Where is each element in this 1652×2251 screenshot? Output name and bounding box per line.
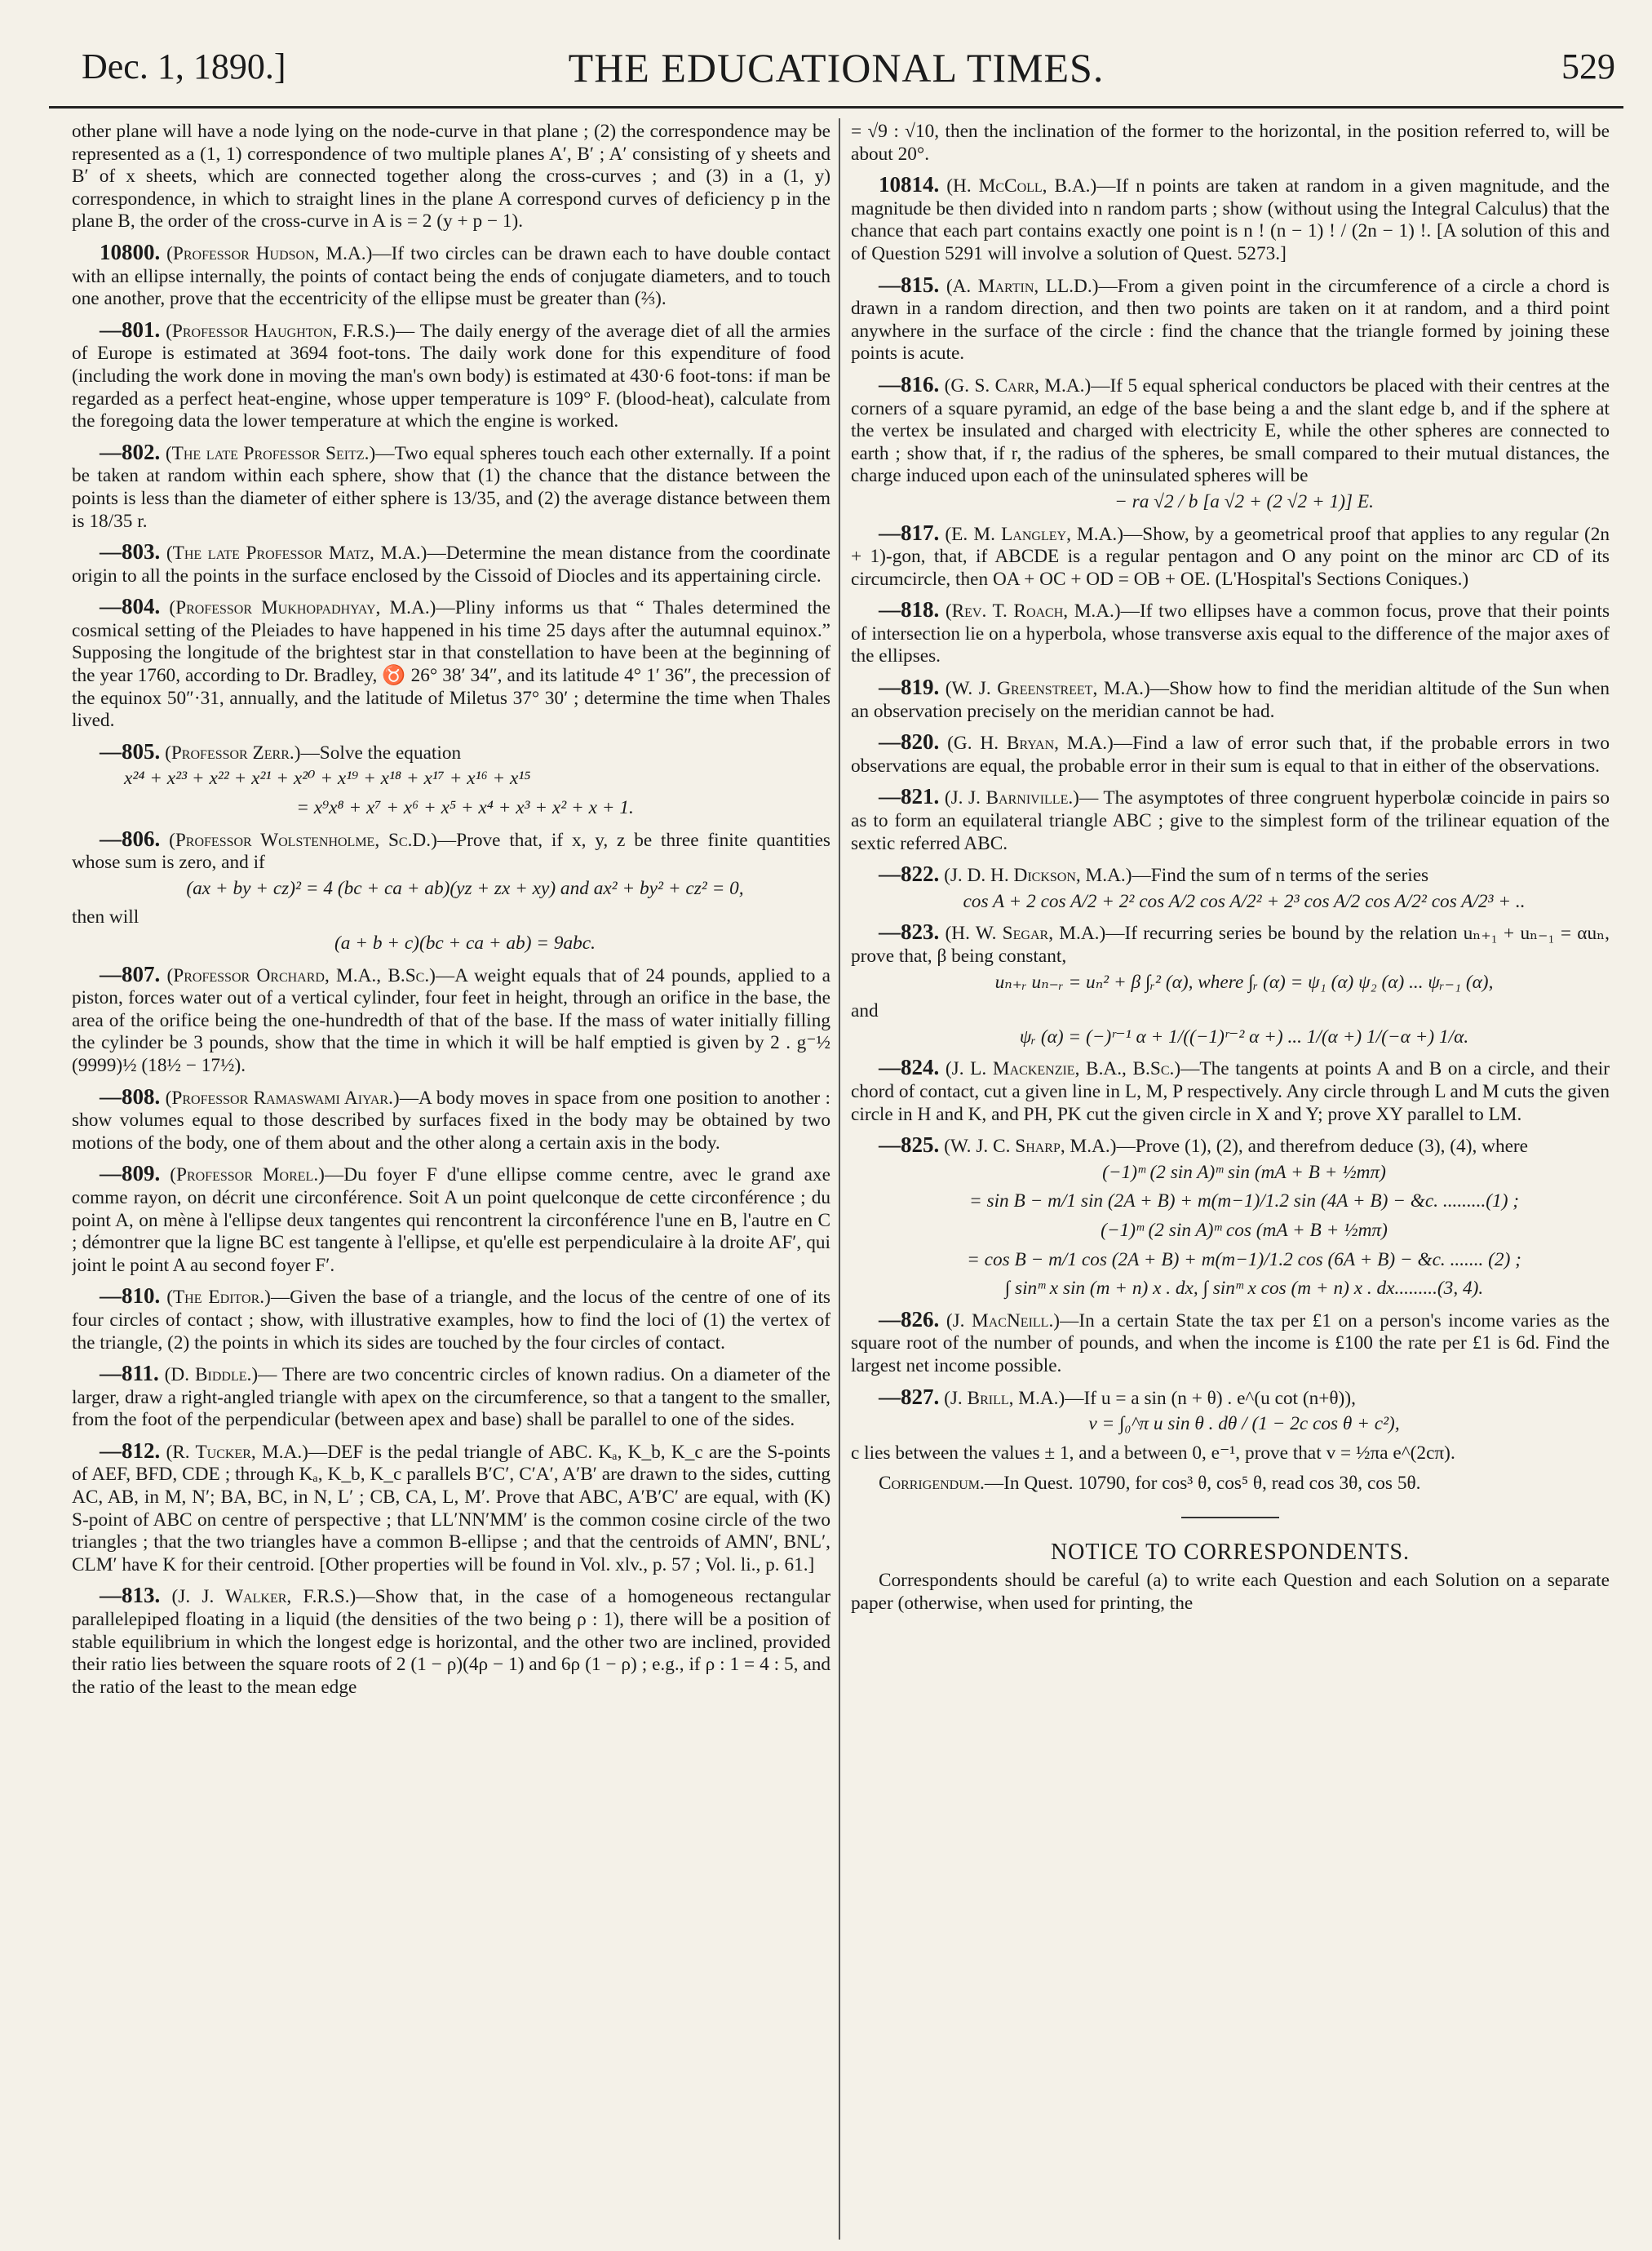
notice-title: NOTICE TO CORRESPONDENTS.	[1050, 1539, 1411, 1565]
right-column	[851, 121, 1610, 2238]
question-826: —826. (J. MacNeill.)—In a certain State the tax per £1 on a person's income varies as the square root of the number of pounds, and when the income is £100 the rate per £1 is 6d. Find the largest net income possible.	[851, 1306, 1610, 1376]
equation-805-line2: = x⁹x⁸ + x⁷ + x⁶ + x⁵ + x⁴ + x³ + x² + x + 1.	[296, 797, 634, 819]
question-817: —817. (E. M. Langley, M.A.)—Show, by a geometrical proof that applies to any regular (2n + 1)-gon, that, if ABCDE is a regular pentagon and O any point on the minor arc CD of its circumcircle, then OA + OC + OD = OB + OE. (L'Hospital's Sections Coniques.)	[851, 520, 1610, 590]
equation-827: v = ∫₀^π u sin θ . dθ / (1 − 2c cos θ + c²),	[1088, 1413, 1400, 1435]
equation-823-line2: ψᵣ (α) = (−)ʳ⁻¹ α + 1/((−1)ʳ⁻² α +) ... 1/(α +) 1/(−α +) 1/α.	[1019, 1026, 1469, 1048]
question-803: —803. (The late Professor Matz, M.A.)—Determine the mean distance from the coordinate origin to all the points in the surface enclosed by the Cissoid of Diocles and its appertaining circle.	[72, 539, 830, 587]
question-827-tail: c lies between the values ± 1, and a between 0, e⁻¹, prove that v = ½πa e^(2cπ).	[851, 1442, 1455, 1464]
question-812: —812. (R. Tucker, M.A.)—DEF is the pedal triangle of ABC. Kₐ, K_b, K_c are the S-points of AEF, BFD, CDE ; through Kₐ, K_b, K_c parallels B′C′, C′A′, A′B′ are drawn to the sides, cutting AC, AB, in M, N′; BA, BC, in N, L′ ; CB, CA, L, M′. Prove that ABC, A′B′C′ are equal, with (K) S-point of ABC on centre of perspective ; that LL′NN′MM′ is the common cosine circle of the two triangles ; that the two triangles have a common B-ellipse ; and that the centroids of AMN′, BNL′, CLM′ have K for their centroid. [Other properties will be found in Vol. xlv., p. 57 ; Vol. li., p. 61.]	[72, 1438, 830, 1575]
equation-823-line1: uₙ₊ᵣ uₙ₋ᵣ = uₙ² + β ∫ᵣ² (α), where ∫ᵣ (α) = ψ₁ (α) ψ₂ (α) ... ψᵣ₋₁ (α),	[994, 971, 1494, 993]
question-809: —809. (Professor Morel.)—Du foyer F d'une ellipse comme centre, avec le grand axe comme rayon, on décrit une circonférence. Soit A un point quelconque de cette circonférence ; du point A, on mène à l'ellipse deux tangentes qui rencontrent la circonférence l'une en B, l'autre en C ; démontrer que la ligne BC est tangente à l'ellipse, et qu'elle est perpendiculaire à la droite AF′, qui joint le point A au second foyer F′.	[72, 1161, 830, 1276]
issue-date: Dec. 1, 1890.]	[82, 47, 286, 86]
question-805: —805. (Professor Zerr.)—Solve the equation x²⁴ + x²³ + x²² + x²¹ + x²⁰ + x¹⁹ + x¹⁸ + x¹⁷ + x¹⁶ + x¹⁵ = x⁹x⁸ + x⁷ + x⁶ + x⁵ + x⁴ + x³ + x² + x + 1.	[72, 741, 830, 820]
question-818: —818. (Rev. T. Roach, M.A.)—If two ellipses have a common focus, prove that their points of intersection lie on a hyperbola, whose transverse axis equal to the difference of the major axes of the ellipses.	[851, 597, 1610, 667]
page-number: 529	[1561, 47, 1615, 86]
question-827: —827. (J. Brill, M.A.)—If u = a sin (n + θ) . e^(u cot (n+θ)), v = ∫₀^π u sin θ . dθ / (1 − 2c cos θ + c²), c lies between the values ± 1, and a between 0, e⁻¹, prove that v = ½πa e^(2cπ).	[851, 1386, 1610, 1465]
question-823: —823. (H. W. Segar, M.A.)—If recurring series be bound by the relation uₙ₊₁ + uₙ₋₁ = αuₙ, prove that, β being constant, uₙ₊ᵣ uₙ₋ᵣ = uₙ² + β ∫ᵣ² (α), where ∫ᵣ (α) = ψ₁ (α) ψ₂ (α) ... ψᵣ₋₁ (α), and ψᵣ (α) = (−)ʳ⁻¹ α + 1/((−1)ʳ⁻² α +) ... 1/(α +) 1/(−α +) 1/α.	[851, 919, 1610, 1048]
question-824: —824. (J. L. Mackenzie, B.A., B.Sc.)—The tangents at points A and B on a circle, and their chord of contact, cut a given line in L, M, P respectively. Any circle through L and M cuts the given circle in H and K, and PH, PK cut the given circle in X and Y; prove XY parallel to LM.	[851, 1055, 1610, 1125]
equation-805-line1: x²⁴ + x²³ + x²² + x²¹ + x²⁰ + x¹⁹ + x¹⁸ + x¹⁷ + x¹⁶ + x¹⁵	[124, 768, 531, 790]
equation-806-line1: (ax + by + cz)² = 4 (bc + ca + ab)(yz + zx + xy) and ax² + by² + cz² = 0,	[186, 877, 744, 899]
journal-title: THE EDUCATIONAL TIMES.	[568, 45, 1105, 91]
question-822: —822. (J. D. H. Dickson, M.A.)—Find the sum of n terms of the series cos A + 2 cos A/2 + 2² cos A/2 cos A/2² + 2³ cos A/2 cos A/2² cos A/2³ + ..	[851, 863, 1610, 913]
equation-816: − ra √2 / b [a √2 + (2 √2 + 1)] E.	[1114, 490, 1374, 512]
question-813: —813. (J. J. Walker, F.R.S.)—Show that, in the case of a homogeneous rectangular parallelepiped floating in a liquid (the densities of the two being ρ : 1), there will be a position of stable equilibrium in which the longest edge is horizontal, and the other two are inclined, provided their ratio lies between the square roots of 2 (1 − ρ)(4ρ − 1) and 6ρ (1 − ρ) ; e.g., if ρ : 1 = 4 : 5, and the ratio of the least to the mean edge	[72, 1583, 830, 1698]
intro-paragraph: other plane will have a node lying on the node-curve in that plane ; (2) the correspondence may be represented as a (1, 1) correspondence of two multiple planes A′, B′ ; A′ consisting of y sheets and B′ of x sheets, which are connected together along the cross-curves ; and (3) in a (1, y) correspondence, in which to straight lines in the plane A correspond curves of deficiency p in the plane B, the order of the cross-curve in A is = 2 (y + p − 1).	[72, 121, 830, 233]
question-10814: 10814. (H. McColl, B.A.)—If n points are taken at random in a given magnitude, and the magnitude be then divided into n random parts ; show (without using the Integral Calculus) that the chance that each part contains exactly one point is n ! (n − 1) ! / (2n − 1) !. [A solution of this and of Question 5291 will involve a solution of Quest. 5273.]	[851, 172, 1610, 264]
question-802: —802. (The late Professor Seitz.)—Two equal spheres touch each other externally. If a point be taken at random within each sphere, show that (1) the chance that the distance between the points is less than the diameter of either sphere is 13/35, and (2) the average distance between them is 18/35 r.	[72, 439, 830, 532]
question-825: —825. (W. J. C. Sharp, M.A.)—Prove (1), (2), and therefrom deduce (3), (4), where (−1)ᵐ (2 sin A)ᵐ sin (mA + B + ½mπ) = sin B − m/1 sin (2A + B) + m(m−1)/1.2 sin (4A + B) − &c. .........(1) ; (−1)ᵐ (2 sin A)ᵐ cos (mA + B + ½mπ) = cos B − m/1 cos (2A + B) + m(m−1)/1.2 cos (6A + B) − &c. ....... (2) ; ∫ sinᵐ x sin (m + n) x . dx, ∫ sinᵐ x cos (m + n) x . dx.........(3, 4).	[851, 1134, 1610, 1301]
question-801: —801. (Professor Haughton, F.R.S.)— The daily energy of the average diet of all the armies of Europe is estimated at 3694 foot-tons. The daily work done for this expenditure of food (including the work done in moving the man's own body) is estimated at 430·6 foot-tons: if man be regarded as a perfect heat-engine, whose upper temperature is 109° F. (blood-heat), calculate from the foregoing data the lower temperature at which the engine is worked.	[72, 317, 830, 432]
question-821: —821. (J. J. Barniville.)— The asymptotes of three congruent hyperbolæ coincide in pairs so as to form an equilateral triangle ABC ; give to the simplest form of the trilinear equation of the sextic referred ABC.	[851, 784, 1610, 854]
question-804: —804. (Professor Mukhopadhyay, M.A.)—Pliny informs us that “ Thales determined the cosmical setting of the Pleiades to have happened in his time 25 days after the autumnal equinox.” Supposing the longitude of the brightest star in that constellation to have been at the beginning of the year 1760, according to Dr. Bradley, ♉ 26° 38′ 34″, and its latitude 4° 1′ 36″, the precession of the equinox 50″·31, annually, and the latitude of Miletus 37° 30′ ; determine the time when Thales lived.	[72, 594, 830, 732]
question-820: —820. (G. H. Bryan, M.A.)—Find a law of error such that, if the probable errors in two observations are equal, the probable error in their sum is equal to that in either of the observations.	[851, 729, 1610, 777]
notice-text: Correspondents should be careful (a) to write each Question and each Solution on a separate paper (otherwise, when used for printing, the	[851, 1570, 1610, 1615]
equation-825-line2: = sin B − m/1 sin (2A + B) + m(m−1)/1.2 sin (4A + B) − &c. .........(1) ;	[968, 1190, 1520, 1212]
question-819: —819. (W. J. Greenstreet, M.A.)—Show how to find the meridian altitude of the Sun when an observation precisely on the meridian cannot be had.	[851, 675, 1610, 722]
equation-822: cos A + 2 cos A/2 + 2² cos A/2 cos A/2² + 2³ cos A/2 cos A/2² cos A/2³ + ..	[963, 890, 1526, 912]
equation-825-line3: (−1)ᵐ (2 sin A)ᵐ cos (mA + B + ½mπ)	[1101, 1219, 1388, 1241]
page-header	[49, 41, 1623, 109]
question-810: —810. (The Editor.)—Given the base of a triangle, and the locus of the centre of one of its four circles of contact ; show, with illustrative examples, how to find the loci of (1) the vertex of the triangle, (2) the points in which its sides are touched by the four circles of contact.	[72, 1283, 830, 1354]
question-815: —815. (A. Martin, LL.D.)—From a given point in the circumference of a circle a chord is drawn in a random direction, and then two points are taken on it at random, and a third point anywhere in the surface of the circle : find the chance that the triangle formed by joining these points is acute.	[851, 272, 1610, 365]
equation-825-line1: (−1)ᵐ (2 sin A)ᵐ sin (mA + B + ½mπ)	[1102, 1161, 1386, 1183]
corrigendum: Corrigendum.—In Quest. 10790, for cos³ θ, cos⁵ θ, read cos 3θ, cos 5θ.	[879, 1473, 1421, 1495]
and-word: and	[851, 1000, 879, 1022]
question-811: —811. (D. Biddle.)— There are two concentric circles of known radius. On a diameter of the larger, draw a right-angled triangle with apex on the circumference, so that a tangent to the smaller, from the foot of the perpendicular (between apex and base) shall be parallel to one of the sides.	[72, 1361, 830, 1431]
continuation-813: = √9 : √10, then the inclination of the former to the horizontal, in the position referred to, will be about 20°.	[851, 121, 1610, 165]
equation-825-line4: = cos B − m/1 cos (2A + B) + m(m−1)/1.2 cos (6A + B) − &c. ....... (2) ;	[967, 1248, 1521, 1270]
then-will: then will	[72, 906, 140, 928]
question-10800: 10800. (Professor Hudson, M.A.)—If two circles can be drawn each to have double contact with an ellipse internally, the points of contact being the ends of conjugate diameters, and to touch one another, prove that the eccentricity of the ellipse must be greater than (⅔).	[72, 239, 830, 310]
question-808: —808. (Professor Ramaswami Aiyar.)—A body moves in space from one position to another : show volumes equal to those described by surfaces fixed in the body may be obtained by two motions of the body, one of them about and the other along a certain axis in the body.	[72, 1083, 830, 1154]
question-816: —816. (G. S. Carr, M.A.)—If 5 equal spherical conductors be placed with their centres at the corners of a square pyramid, an edge of the base being a and the slant edge b, and if the sphere at the vertex be insulated and charged with electricity E, while the other spheres are connected to earth ; show that, if r, the radius of the spheres, be small compared to their mutual distances, the charge induced upon each of the uninsulated spheres will be − ra √2 / b [a √2 + (2 √2 + 1)] E.	[851, 371, 1610, 512]
equation-806-line2: (a + b + c)(bc + ca + ab) = 9abc.	[334, 933, 596, 954]
equation-825-line5: ∫ sinᵐ x sin (m + n) x . dx, ∫ sinᵐ x cos (m + n) x . dx.........(3, 4).	[1004, 1278, 1484, 1300]
question-807: —807. (Professor Orchard, M.A., B.Sc.)—A weight equals that of 24 pounds, applied to a piston, forces water out of a vertical cylinder, four feet in height, through an orifice in the base, the area of the orifice being the one-hundredth of that of the base. If the mass of water initially filling the cylinder be 3 pounds, show that the time in which it will be half emptied is given by 2 . g⁻½ (9999)½ (18½ − 17½).	[72, 961, 830, 1076]
left-column	[72, 121, 830, 2238]
question-806: —806. (Professor Wolstenholme, Sc.D.)—Prove that, if x, y, z be three finite quantities whose sum is zero, and if (ax + by + cz)² = 4 (bc + ca + ab)(yz + zx + xy) and ax² + by² + cz² = 0, then will (a + b + c)(bc + ca + ab) = 9abc.	[72, 826, 830, 954]
section-separator	[1181, 1517, 1279, 1518]
column-divider	[839, 118, 840, 2240]
